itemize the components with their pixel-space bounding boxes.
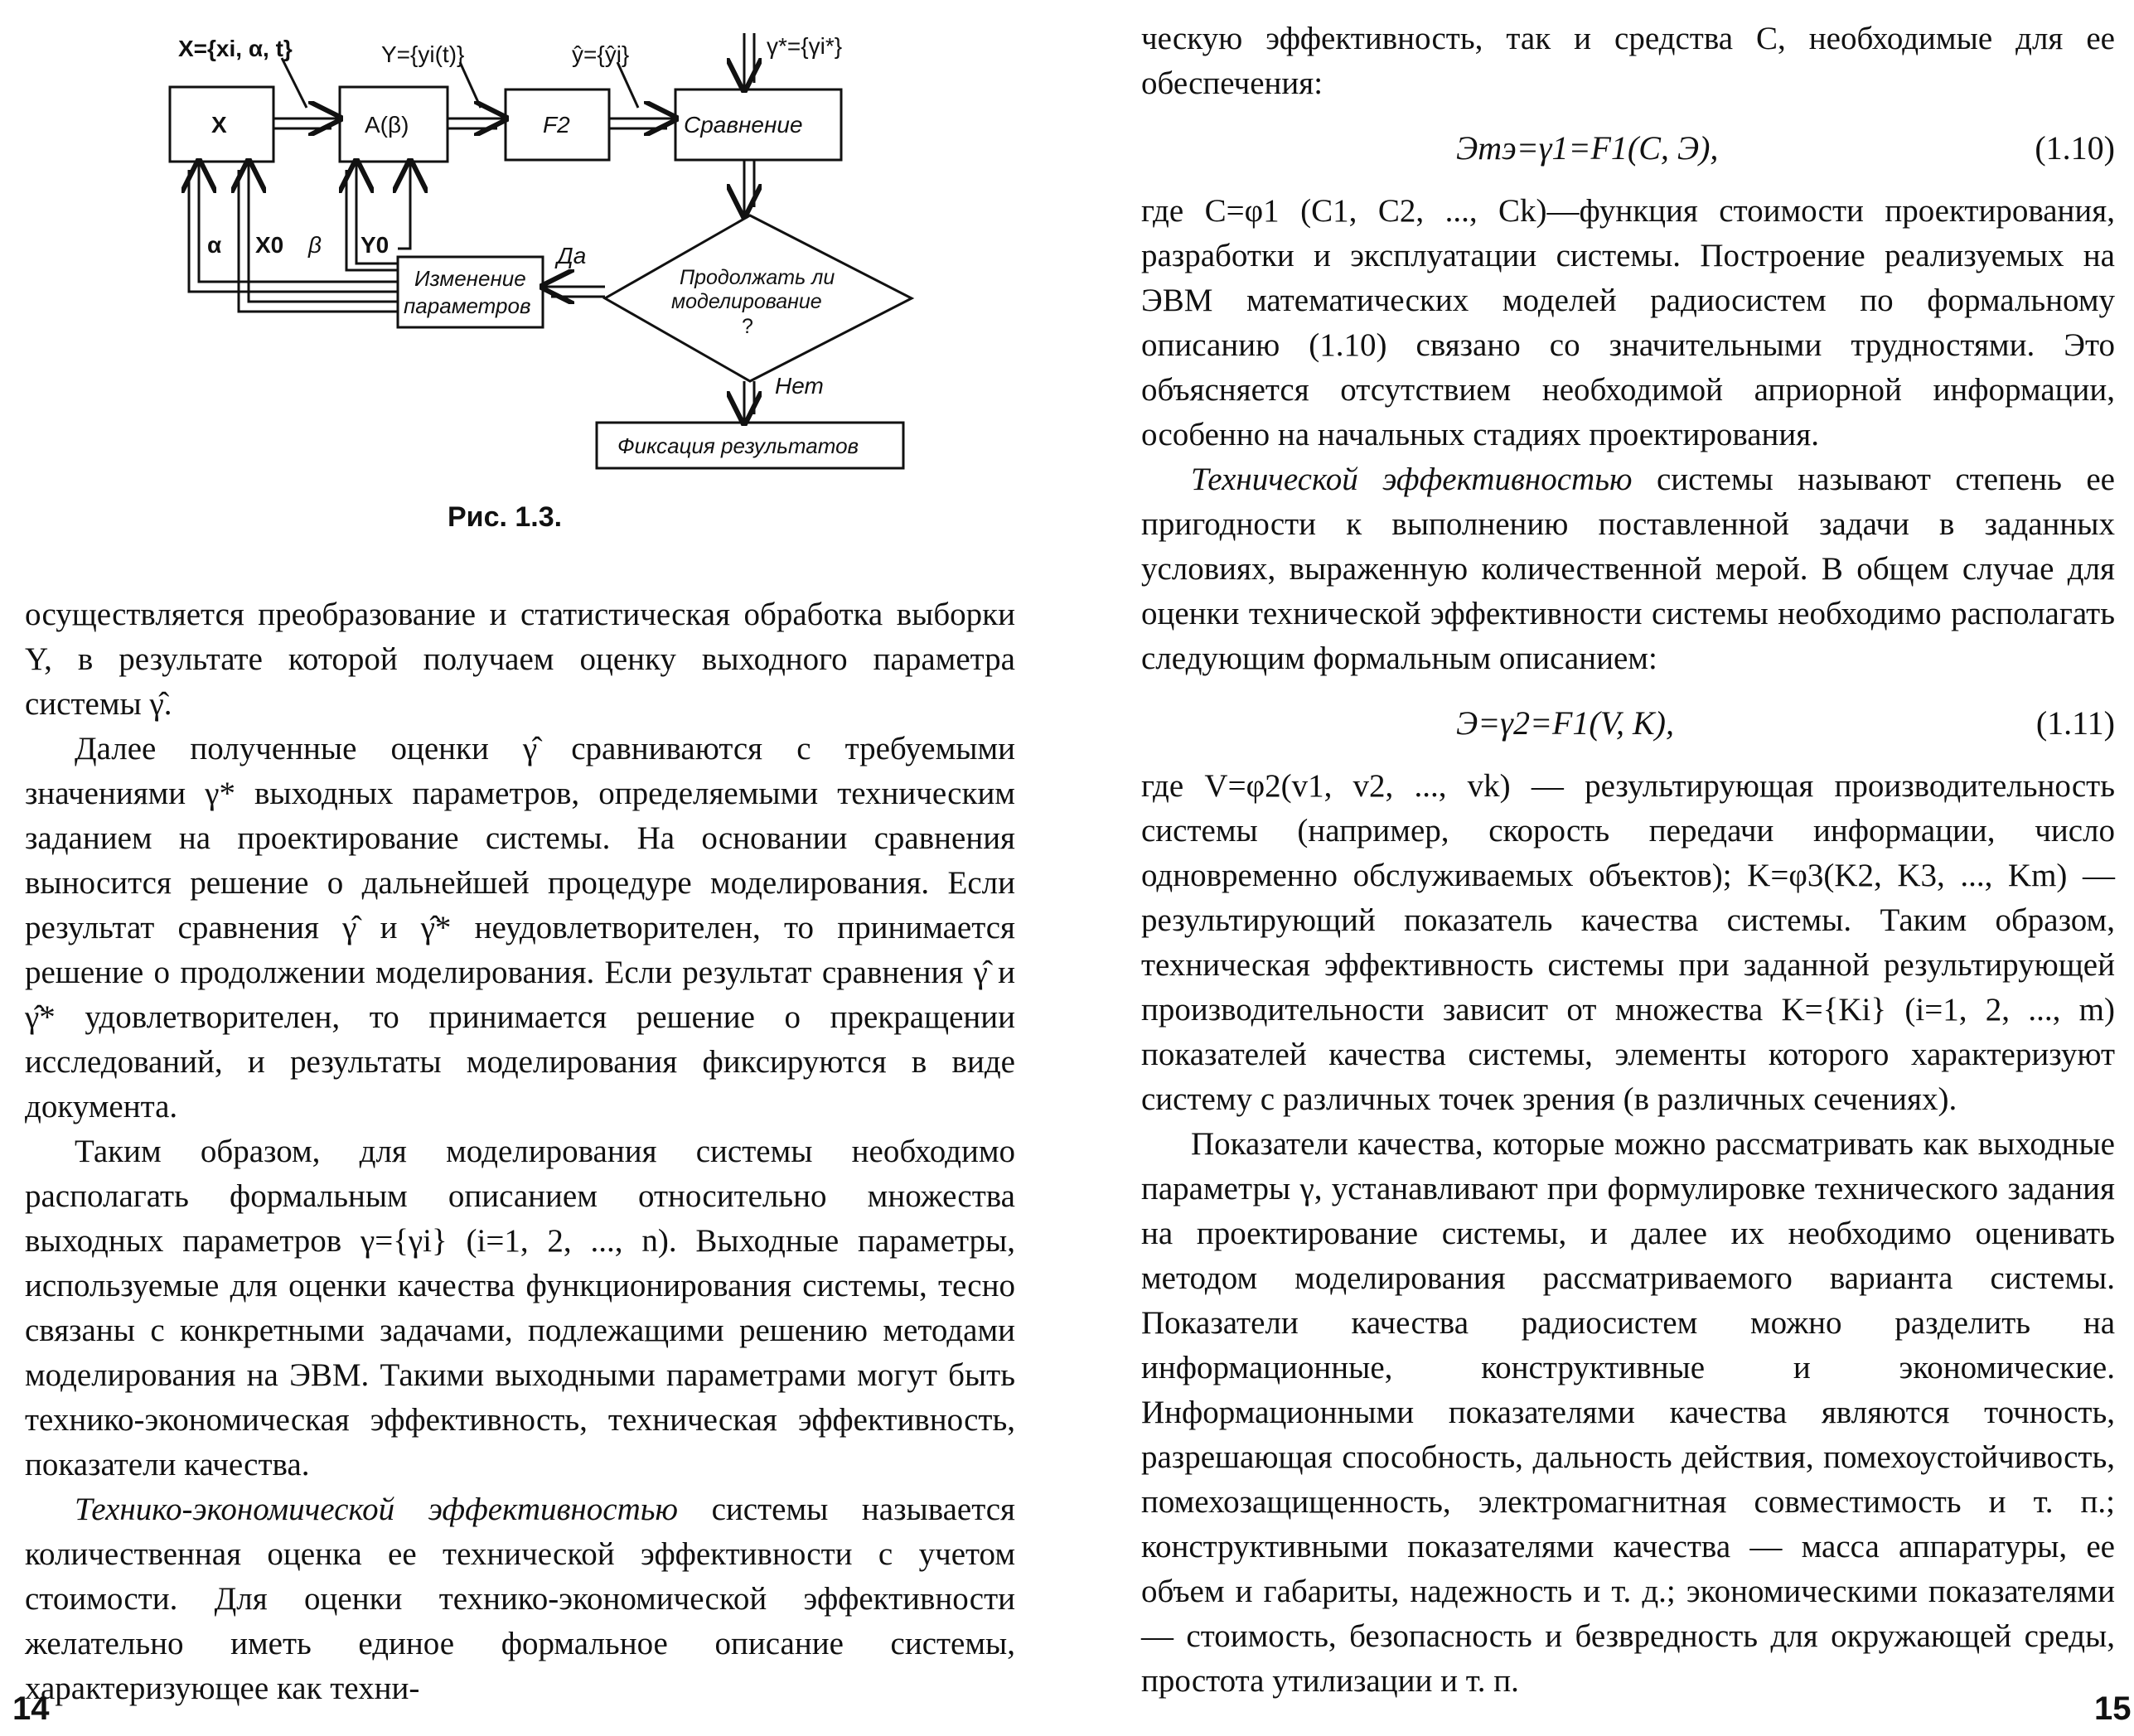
page-number-right: 15 xyxy=(2094,1690,2132,1727)
label-block-a: A(β) xyxy=(365,112,409,138)
label-y0: Y0 xyxy=(361,232,390,258)
equation-1-10 xyxy=(1141,106,2115,189)
equation-1-11 xyxy=(1141,681,2115,764)
right-page xyxy=(1067,0,2134,1736)
right-paragraph-5: Показатели качества, которые можно рассматривать как выходные параметры γ, устанавливают при формулировке технического задания на проектирование системы, и далее их необходимо оценивать методом моделирования рассматриваемого варианта системы. Показатели качества радиосистем можно разделить на информационные, конструктивные и экономические. Информационными показателями качества являются точность, разрешающая способность, дальность действия, помехоустойчивость, помехозащищенность, электромагнитная совместимость и т. п.; конструктивными показателями качества — масса аппаратуры, ее объем и габариты, надежность и т. д.; экономическими показателями — стоимость, безопасность и безвредность для окружающей среды, простота утилизации и т. п. xyxy=(1141,1126,2115,1699)
right-paragraph-2: где C=φ1 (C1, C2, ..., Ck)—функция стоимости проектирования, разработки и эксплуатации системы. Построение реализуемых на ЭВМ математических моделей радиосистем по формальному описанию (1.10) связано со значительными трудностями. Это объясняется отсутствием необходимой априорной информации, особенно на начальных стадиях проектирования. xyxy=(1141,193,2115,452)
label-beta: β xyxy=(308,232,322,258)
label-yhat-set: ŷ={ŷi} xyxy=(572,41,630,67)
label-y-set: Y={yi(t)} xyxy=(381,41,465,67)
label-no: Нет xyxy=(775,373,824,399)
right-text-column xyxy=(1141,17,2115,1704)
label-x0: X0 xyxy=(255,232,284,258)
right-paragraph-3-term: Технической эффективностью xyxy=(1191,462,1633,497)
equation-1-10-number: (1.10) xyxy=(2035,128,2115,167)
left-paragraph-4-text: системы называется количественная оценка ее технической эффективности с учетом стоимости. Для оценки технико-экономической эффективности желательно иметь единое формальное описание системы, характеризующее как техни- xyxy=(25,1492,1015,1706)
left-paragraph-4 xyxy=(25,1487,1015,1711)
label-decision-1: Продолжать ли xyxy=(680,266,835,289)
left-paragraph-3: Таким образом, для моделирования системы необходимо располагать формальным описанием относительно множества выходных параметров γ={γi} (i=1, 2, ..., n). Выходные параметры, используемые для оценки качества функционирования системы, тесно связаны с конкретными задачами, подлежащими решению методами моделирования на ЭВМ. Такими выходными параметрами могут быть технико-экономическая эффективность, техническая эффективность, показатели качества. xyxy=(25,1134,1015,1482)
label-block-compare: Сравнение xyxy=(684,112,803,138)
left-paragraph-4-term: Технико-экономической эффективностью xyxy=(75,1492,679,1527)
label-fix: Фиксация результатов xyxy=(617,433,859,458)
label-alpha: α xyxy=(207,232,222,258)
left-paragraph-1: осуществляется преобразование и статистическая обработка выборки Y, в результате которой получаем оценку выходного параметра системы γ̂. xyxy=(25,597,1015,722)
label-change-2: параметров xyxy=(404,293,531,318)
label-block-x: X xyxy=(211,112,227,138)
left-text-column xyxy=(25,592,1015,1711)
right-paragraph-1: ческую эффективность, так и средства C, необходимые для ее обеспечения: xyxy=(1141,21,2115,101)
equation-1-11-number: (1.11) xyxy=(2035,704,2115,742)
right-paragraph-4: где V=φ2(v1, v2, ..., vk) — результирующая производительность системы (например, скорость передачи информации, число одновременно обслуживаемых объектов); K=φ3(K2, K3, ..., Km) — результирующий показатель качества системы. Таким образом, техническая эффективность системы при заданной результирующей производительности зависит от множества K={Ki} (i=1, 2, ..., m) показателей качества системы, элементы которого характеризуют систему с различных точек зрения (в различных сечениях). xyxy=(1141,768,2115,1117)
equation-1-11-formula: Э=γ2=F1(V, K), xyxy=(1456,704,1674,742)
figure-caption: Рис. 1.3. xyxy=(448,501,563,533)
label-block-f2: F2 xyxy=(543,112,570,138)
right-paragraph-3-text: системы называют степень ее пригодности к выполнению поставленной задачи в заданных условиях, выраженную количественной мерой. В общем случае для оценки технической эффективности системы необходимо располагать следующим формальным описанием: xyxy=(1141,462,2115,676)
label-x-set: X={xi, α, t} xyxy=(178,36,293,61)
flowchart-diagram xyxy=(0,0,1067,497)
label-decision-3: ? xyxy=(742,315,753,338)
label-ystar-set: γ*={γi*} xyxy=(767,33,843,59)
label-yes: Да xyxy=(557,243,587,268)
equation-1-10-formula: Этэ=γ1=F1(C, Э), xyxy=(1456,128,1719,167)
left-paragraph-2: Далее полученные оценки γ̂ сравниваются с требуемыми значениями γ* выходных параметров, определяемыми техническим заданием на проектирование системы. На основании сравнения выносится решение о дальнейшей процедуре моделирования. Если результат сравнения γ̂ и γ̂* неудовлетворителен, то принимается решение о продолжении моделирования. Если результат сравнения γ̂ и γ̂* удовлетворителен, то принимается решение о прекращении исследований, и результаты моделирования фиксируются в виде документа. xyxy=(25,731,1015,1124)
page-number-left: 14 xyxy=(12,1690,50,1727)
label-decision-2: моделирование xyxy=(671,290,822,313)
right-paragraph-3 xyxy=(1141,457,2115,681)
label-change-1: Изменение xyxy=(414,266,526,291)
